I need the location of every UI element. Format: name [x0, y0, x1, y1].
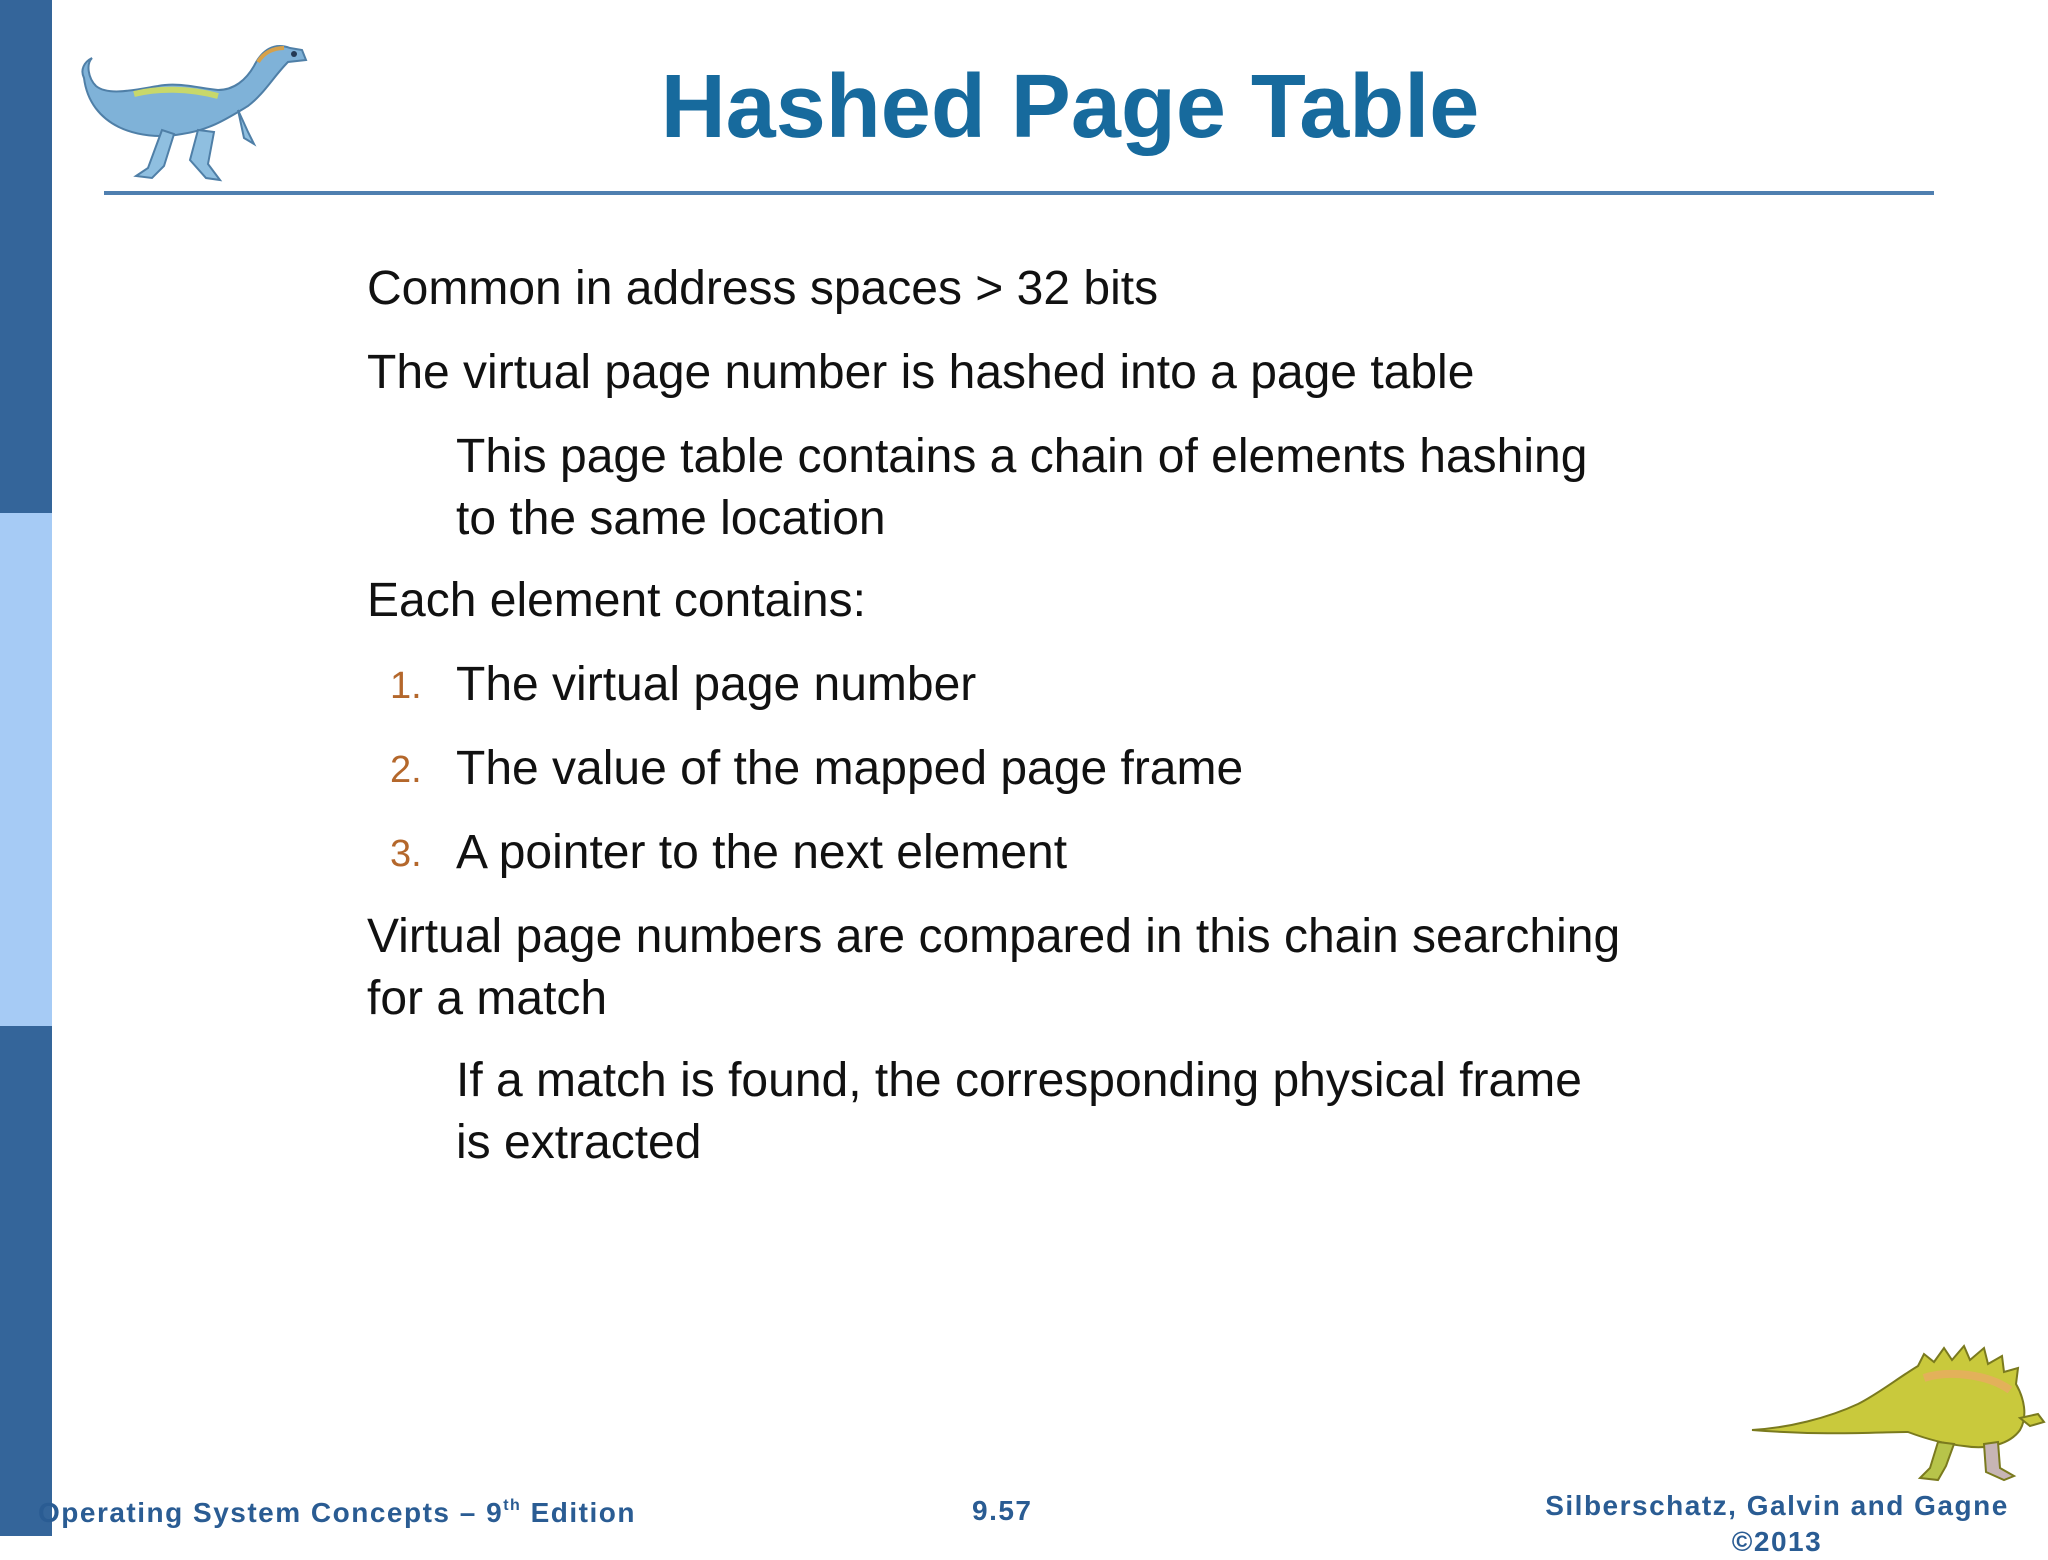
bullet-compare-line-2: for a match: [367, 972, 608, 1025]
subbullet-match-line-1: If a match is found, the corresponding physical frame: [456, 1054, 1582, 1107]
bullet-vpn-hashed: The virtual page number is hashed into a page table: [367, 346, 1475, 399]
page-title: Hashed Page Table: [660, 57, 1480, 157]
list-number-1: 1.: [390, 665, 422, 707]
footer-title-edition: Edition: [521, 1497, 636, 1528]
footer-title-superscript: th: [503, 1497, 522, 1514]
list-number-3: 3.: [390, 833, 422, 875]
bullet-address-spaces: Common in address spaces > 32 bits: [367, 262, 1159, 315]
footer-page-number: 9.57: [972, 1495, 1033, 1526]
list-item-next-pointer: A pointer to the next element: [456, 826, 1068, 879]
footer-book-title: [38, 1497, 636, 1529]
footer-copyright: ©2013: [1731, 1526, 1823, 1557]
dinosaur-icon: [1748, 1318, 2048, 1488]
list-item-frame-value: The value of the mapped page frame: [456, 742, 1244, 795]
list-number-2: 2.: [390, 749, 422, 791]
footer-title-text: Operating System Concepts – 9: [38, 1497, 504, 1528]
list-item-vpn: The virtual page number: [456, 658, 977, 711]
subbullet-chain-line-2: to the same location: [456, 492, 886, 545]
bullet-element-contains: Each element contains:: [367, 574, 866, 627]
bullet-compare-line-1: Virtual page numbers are compared in this chain searching: [367, 910, 1621, 963]
subbullet-match-line-2: is extracted: [456, 1116, 702, 1169]
subbullet-chain-line-1: This page table contains a chain of elements hashing: [456, 430, 1588, 483]
footer-authors: [1522, 1488, 2032, 1557]
footer-authors-names: Silberschatz, Galvin and Gagne: [1545, 1490, 2009, 1521]
